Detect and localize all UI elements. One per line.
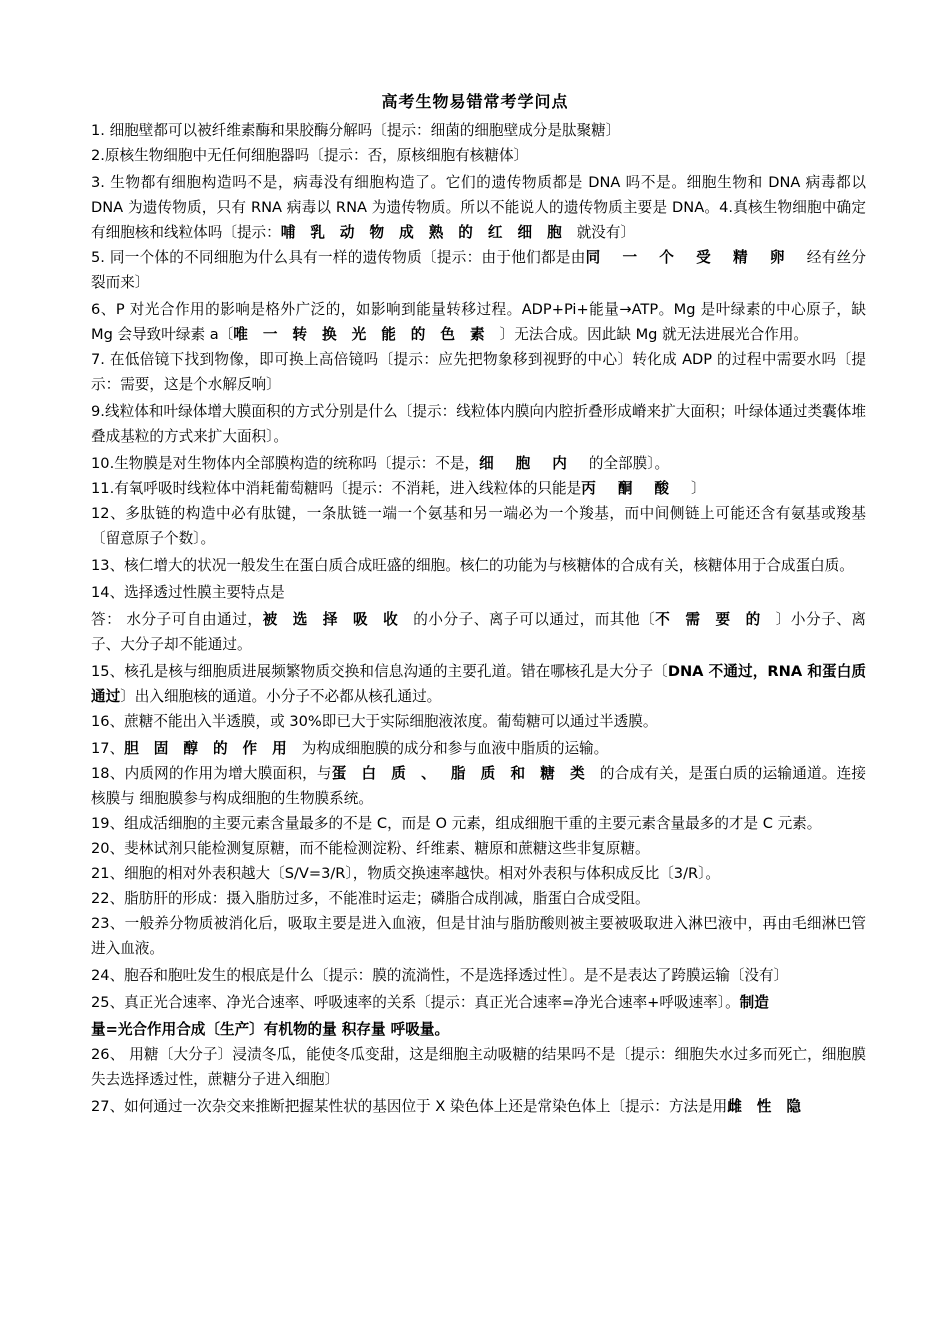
item-15-text: 15、核孔是核与细胞质进展频繁物质交换和信息沟通的主要孔道。错在哪核孔是大分子〔 xyxy=(91,663,668,680)
item-14: 14、选择透过性膜主要特点是 xyxy=(91,584,285,601)
item-25-formula xyxy=(91,1017,866,1042)
item-14-answer-text: 答： 水分子可自由通过， xyxy=(91,611,263,628)
item-3 xyxy=(91,170,866,245)
item-17 xyxy=(91,736,866,761)
item-27-emphasis: 雌性隐 xyxy=(727,1098,816,1115)
item-1: 1. 细胞壁都可以被纤维素酶和果胶酶分解吗〔提示：细菌的细胞壁成分是肽聚糖〕 xyxy=(91,122,621,139)
item-11 xyxy=(91,476,866,501)
item-3-tail: 就没有〕 xyxy=(576,224,636,241)
item-18-emphasis: 蛋白质、脂质和糖类 xyxy=(331,765,600,782)
item-20: 20、斐林试剂只能检测复原糖，而不能检测淀粉、纤维素、糖原和蔗糖这些非复原糖。 xyxy=(91,840,650,857)
item-9: 9.线粒体和叶绿体增大膜面积的方式分别是什么〔提示：线粒体内膜向内腔折叠形成嵴来扩大面积；叶绿体通过类囊体堆叠成基粒的方式来扩大面积〕。 xyxy=(91,403,866,445)
item-5-text: 5. 同一个体的不同细胞为什么具有一样的遗传物质〔提示：由于他们都是由 xyxy=(91,249,586,266)
item-11-tail: 〕 xyxy=(691,480,706,497)
item-10-tail: 的全部膜〕。 xyxy=(588,455,670,472)
item-10-emphasis: 细胞内 xyxy=(479,455,589,472)
item-14-answer-tail: 〕小分子、离子、大分子却不能通过。 xyxy=(91,611,866,653)
item-5-emphasis: 同一个受精卵 xyxy=(585,249,807,266)
item-26: 26、 用糖〔大分子〕浸渍冬瓜，能使冬瓜变甜，这是细胞主动吸糖的结果吗不是〔提示：细胞失水过多而死亡，细胞膜失去选择透过性，蔗糖分子进入细胞〕 xyxy=(91,1046,866,1088)
item-12: 12、多肽链的构造中必有肽键，一条肽链一端一个氨基和另一端必为一个羧基，而中间侧链上可能还含有氨基或羧基〔留意原子个数〕。 xyxy=(91,505,866,547)
item-6-tail: 〕无法合成。因此缺 Mg 就无法进展光合作用。 xyxy=(499,326,809,343)
item-15 xyxy=(91,659,866,709)
item-6-text: 6、P 对光合作用的影响是格外广泛的，如影响到能量转移过程。ADP+Pi+能量→ATP。Mg 是叶绿素的中心原子，缺 Mg 会导致叶绿素 a〔 xyxy=(91,301,866,343)
item-15-tail: 〕出入细胞核的通道。小分子不必都从核孔通过。 xyxy=(120,688,442,705)
item-5 xyxy=(91,245,866,295)
item-18-text: 18、内质网的作用为增大膜面积，与 xyxy=(91,765,332,782)
item-14-emphasis-1: 被选择吸收 xyxy=(262,611,414,628)
item-10 xyxy=(91,451,866,476)
item-16: 16、蔗糖不能出入半透膜，或 30%即已大于实际细胞液浓度。葡萄糖可以通过半透膜。 xyxy=(91,713,658,730)
item-24: 24、胞吞和胞吐发生的根底是什么〔提示：膜的流淌性，不是选择透过性〕。是不是表达了跨膜运输〔没有〕 xyxy=(91,967,789,984)
item-25-text: 25、真正光合速率、净光合速率、呼吸速率的关系〔提示：真正光合速率=净光合速率+呼吸速率〕。 xyxy=(91,994,740,1011)
item-14-emphasis-2: 不需要的 xyxy=(655,611,776,628)
item-10-text: 10.生物膜是对生物体内全部膜构造的统称吗〔提示：不是， xyxy=(91,455,480,472)
item-6-emphasis: 唯一转换光能的色素 xyxy=(233,326,500,343)
item-3-emphasis: 哺乳动物成熟的红细胞 xyxy=(280,224,577,241)
item-3-text: 3. 生物都有细胞构造吗不是，病毒没有细胞构造了。它们的遗传物质都是 DNA 吗不是。细胞生物和 DNA 病毒都以 DNA 为遗传物质，只有 RNA 病毒以 RNA 为遗传物质。所以不能说人的遗传物质主要是 DNA。4.真核生物细胞中确定有细胞核和线粒体吗〔提示： xyxy=(91,174,866,241)
item-7: 7. 在低倍镜下找到物像，即可换上高倍镜吗〔提示：应先把物象移到视野的中心〕转化成 ADP 的过程中需要水吗〔提示：需要，这是个水解反响〕 xyxy=(91,351,866,393)
item-14-answer-mid: 的小分子、离子可以通过，而其他〔 xyxy=(413,611,656,628)
item-17-number: 17、 xyxy=(91,740,125,757)
document-body xyxy=(91,118,866,1119)
page-title: 高考生物易错常考学问点 xyxy=(381,92,569,111)
item-6 xyxy=(91,297,866,347)
item-5-tail: 经有丝分裂而来〕 xyxy=(91,249,866,291)
item-25-formula-text: 量=光合作用合成〔生产〕有机物的量 积存量 呼吸量。 xyxy=(91,1021,450,1038)
item-11-emphasis: 丙酮酸 xyxy=(581,480,692,497)
item-13: 13、核仁增大的状况一般发生在蛋白质合成旺盛的细胞。核仁的功能为与核糖体的合成有关，核糖体用于合成蛋白质。 xyxy=(91,557,854,574)
item-18-tail: 的合成有关，是蛋白质的运输通道。连接核膜与 细胞膜参与构成细胞的生物膜系统。 xyxy=(91,765,866,807)
item-17-emphasis: 胆固醇的作用 xyxy=(124,740,302,757)
item-25-emphasis: 制造 xyxy=(739,994,769,1011)
item-17-tail: 为构成细胞膜的成分和参与血液中脂质的运输。 xyxy=(301,740,609,757)
item-14-answer xyxy=(91,607,866,657)
item-23: 23、一般养分物质被消化后，吸取主要是进入血液，但是甘油与脂肪酸则被主要被吸取进入淋巴液中，再由毛细淋巴管进入血液。 xyxy=(91,915,866,957)
item-19: 19、组成活细胞的主要元素含量最多的不是 C，而是 O 元素，组成细胞干重的主要元素含量最多的才是 C 元素。 xyxy=(91,815,822,832)
item-18 xyxy=(91,761,866,811)
item-21: 21、细胞的相对外表积越大〔S/V=3/R〕，物质交换速率越快。相对外表积与体积成反比〔3/R〕。 xyxy=(91,865,721,882)
item-27-text: 27、如何通过一次杂交来推断把握某性状的基因位于 X 染色体上还是常染色体上〔提示：方法是用 xyxy=(91,1098,728,1115)
item-25 xyxy=(91,990,866,1015)
item-15-emphasis: DNA 不通过，RNA 和蛋白质通过 xyxy=(91,663,866,705)
item-11-text: 11.有氧呼吸时线粒体中消耗葡萄糖吗〔提示：不消耗，进入线粒体的只能是 xyxy=(91,480,582,497)
item-27 xyxy=(91,1094,866,1119)
item-2: 2.原核生物细胞中无任何细胞器吗〔提示：否，原核细胞有核糖体〕 xyxy=(91,147,529,164)
item-22: 22、脂肪肝的形成：摄入脂肪过多，不能准时运走；磷脂合成削减，脂蛋白合成受阻。 xyxy=(91,890,650,907)
